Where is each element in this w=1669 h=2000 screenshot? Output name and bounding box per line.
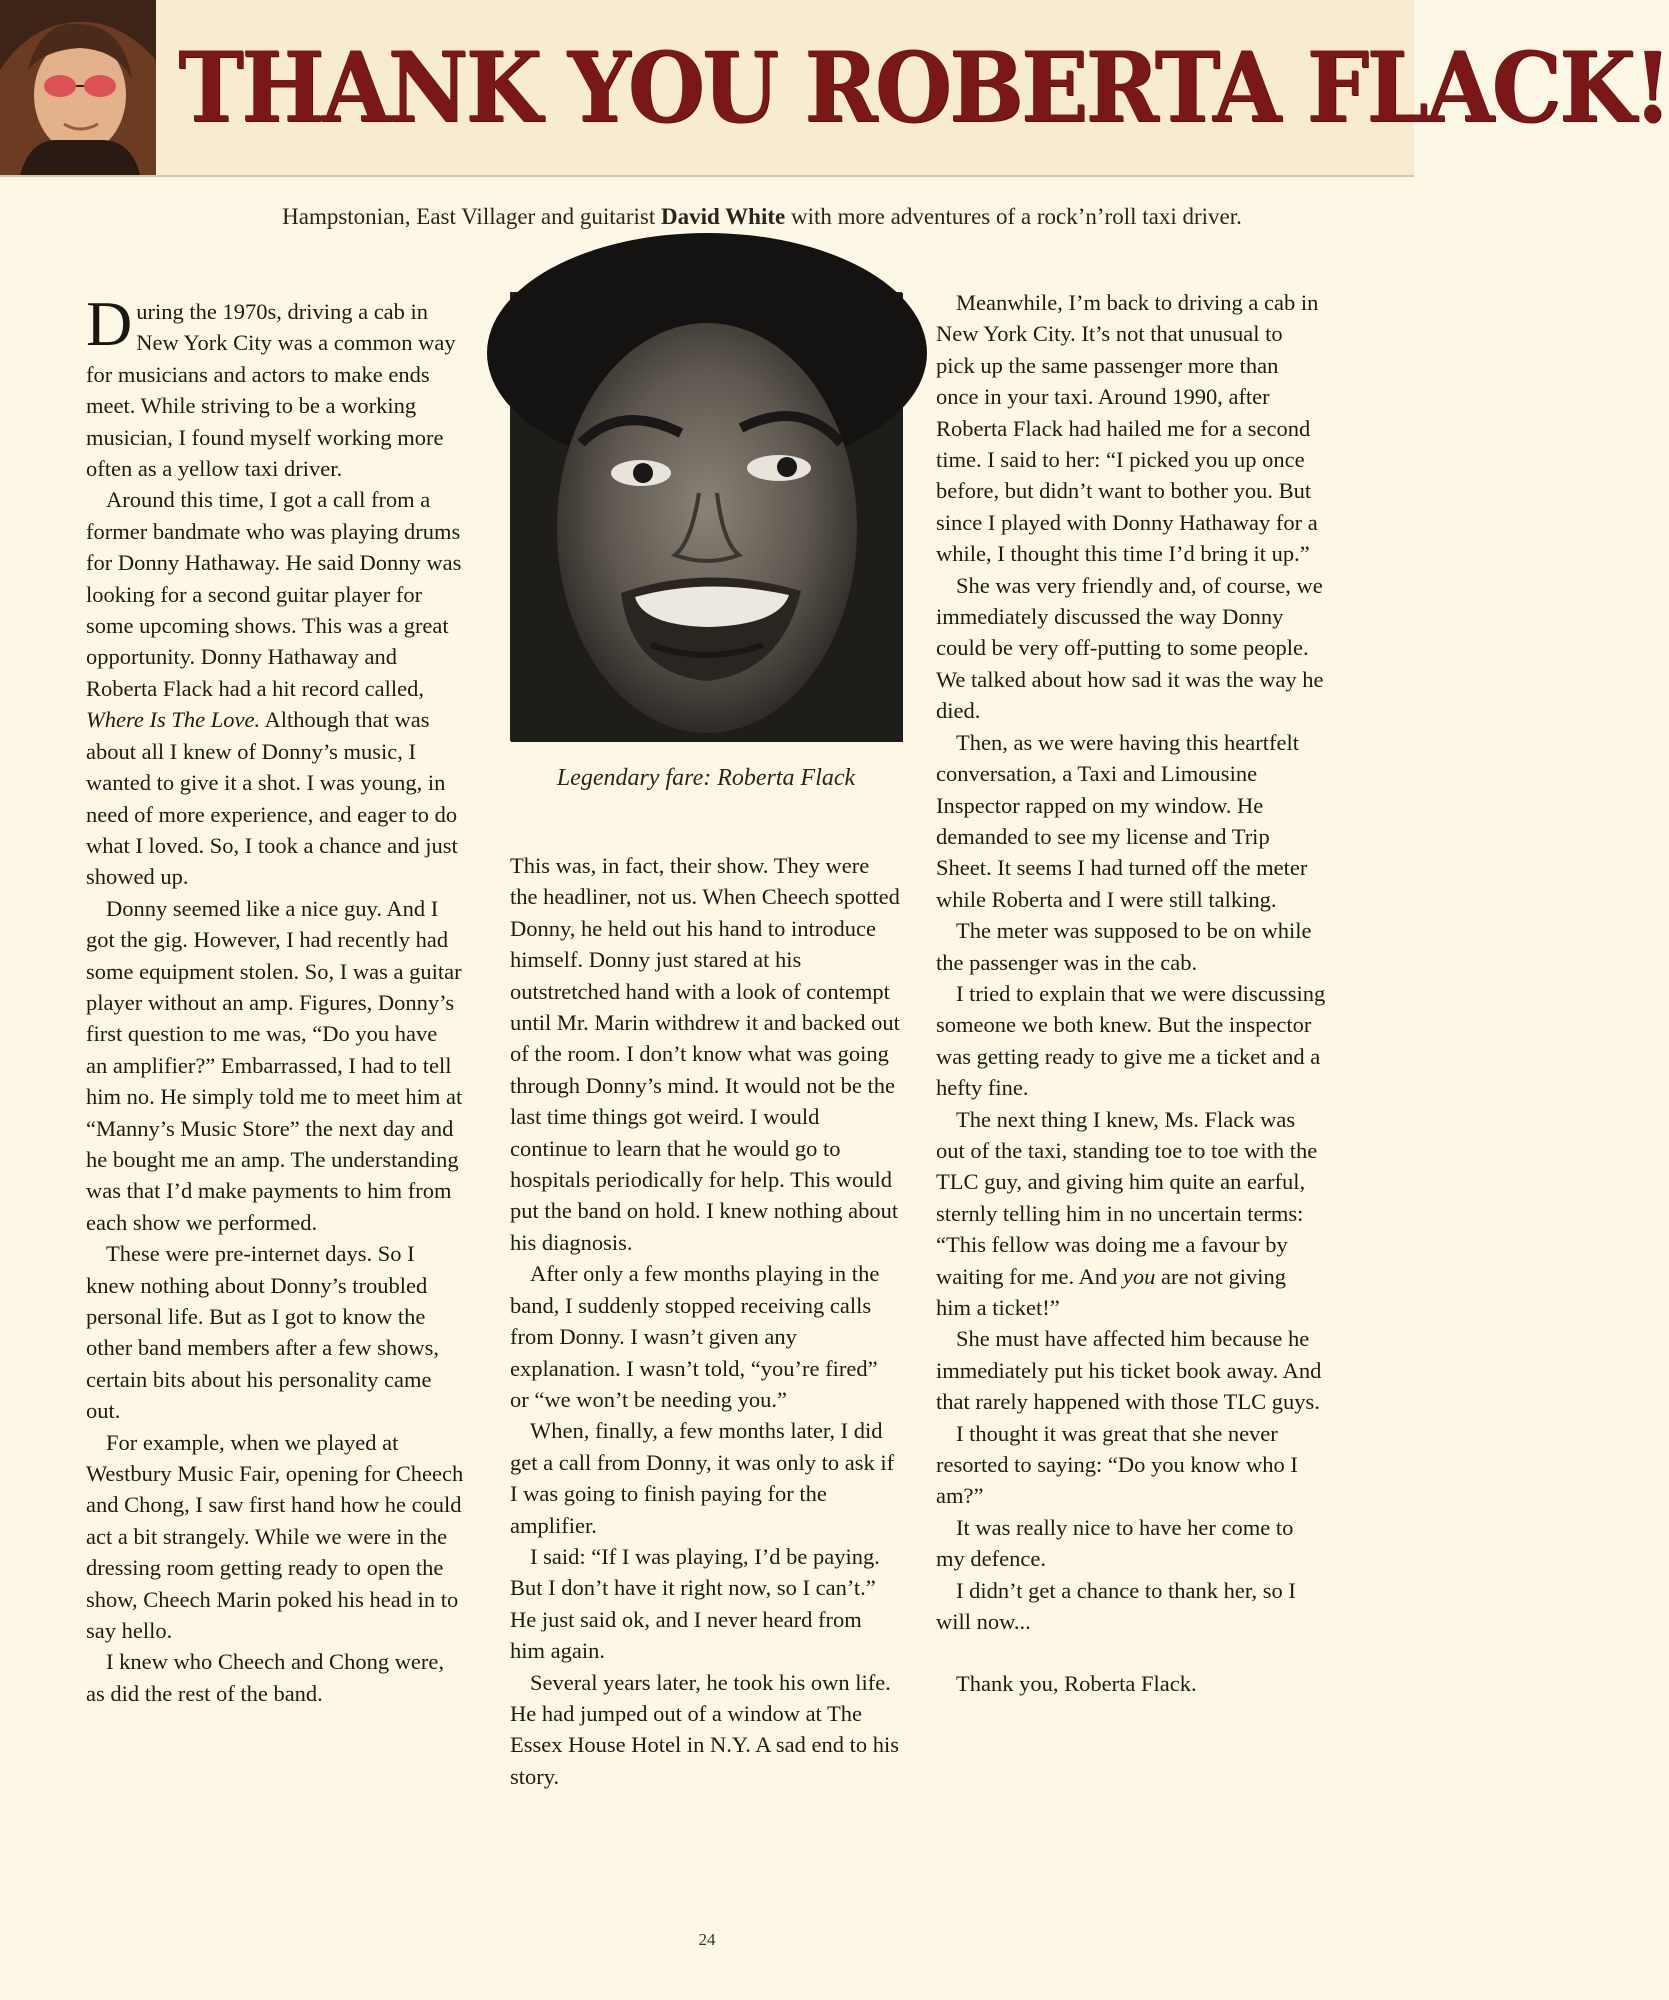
article-paragraph: She must have affected him because he immediately put his ticket book away. And that rarely happened with those TLC guys. [936,1326,1322,1415]
article-paragraph: For example, when we played at Westbury Music Fair, opening for Cheech and Chong, I saw first hand how he could act a bit strangely. While we were in the dressing room getting ready to open the show, Cheech Marin poked his head in to say hello. [86,1429,464,1644]
page-title: THANK YOU ROBERTA FLACK! [178,31,1669,144]
song-title: Where Is The Love. [86,707,261,733]
article-paragraph: Donny seemed like a nice guy. And I got the gig. However, I had recently had some equipment stolen. So, I was a guitar player without an amp. Figures, Donny’s first question to me was, “Do you have an amplifier?” Embarrassed, I had to tell him no. He simply told me to meet him at “Manny’s Music Store” the next day and he bought me an amp. The understanding was that I’d make payments to him from each show we performed. [86,895,463,1235]
header-band [0,0,1669,177]
article-paragraph: These were pre-internet days. So I knew nothing about Donny’s troubled personal life. But as I got to know the other band members after a few shows, certain bits about his personality came out. [86,1241,440,1424]
article-paragraph: Around this time, I got a call from a former bandmate who was playing drums for Donny Hathaway. He said Donny was looking for a second guitar player for some upcoming shows. This was a great opportunity. Donny Hathaway and Roberta Flack had a hit record called, Where Is The Love. Although that was about all I knew of Donny’s music, I wanted to give it a shot. I was young, in need of more experience, and eager to do what I loved. So, I took a chance and just showed up. [86,487,462,890]
article-column-2 [510,850,900,1792]
emphasis: you [1122,1263,1156,1289]
article-paragraph: When, finally, a few months later, I did get a call from Donny, it was only to ask if I was going to finish paying for the amplifier. [510,1418,895,1538]
article-paragraph: I said: “If I was playing, I’d be paying. But I don’t have it right now, so I can’t.” He just said ok, and I never heard from him again. [510,1543,880,1664]
photo-caption: Legendary fare: Roberta Flack [556,765,856,791]
author-portrait [0,0,156,175]
standfirst-tail: with more adventures of a rock’n’roll taxi driver. [790,204,1242,229]
article-paragraph: The meter was supposed to be on while the passenger was in the cab. [936,918,1312,975]
article-paragraph: The next thing I knew, Ms. Flack was out of the taxi, standing toe to toe with the TLC guy, and giving him quite an earful, sternly telling him in no uncertain terms: “This fellow was doing me a favour by waiting for me. And you are not giving him a ticket!” [936,1106,1318,1320]
article-paragraph: During the 1970s, driving a cab in New York City was a common way for musicians and actors to make ends meet. While striving to be a working musician, I found myself working more often as a yellow taxi driver. [86,288,456,482]
standfirst [0,200,1414,234]
article-paragraph: Then, as we were having this heartfelt conversation, a Taxi and Limousine Inspector rapped on my window. He demanded to see my license and Trip Sheet. It seems I had turned off the meter while Roberta and I were still talking. [936,729,1308,912]
article-paragraph: I thought it was great that she never resorted to saying: “Do you know who I am?” [936,1420,1298,1509]
article-paragraph: Meanwhile, I’m back to driving a cab in New York City. It’s not that unusual to pick up the same passenger more than once in your taxi. Around 1990, after Roberta Flack had hailed me for a second time. I said to her: “I picked you up once before, but didn’t want to bother you. But since I played with Donny Hathaway for a while, I thought this time I’d bring it up.” [936,290,1319,567]
article-column-1 [86,288,464,1709]
article-paragraph: This was, in fact, their show. They were the headliner, not us. When Cheech spotted Donny, he held out his hand to introduce himself. Donny just stared at his outstretched hand with a look of contempt until Mr. Marin withdrew it and backed out of the room. I don’t know what was going through Donny’s mind. It would not be the last time things got weird. I would continue to learn that he would go to hospitals periodically for help. This would put the band on hold. I knew nothing about his diagnosis. [510,853,900,1255]
article-paragraph: She was very friendly and, of course, we immediately discussed the way Donny could be very off-putting to some people. We talked about how sad it was the way he died. [936,572,1324,724]
article-paragraph: It was really nice to have her come to my defence. [936,1514,1294,1572]
article-paragraph: Several years later, he took his own life. He had jumped out of a window at The Essex House Hotel in N.Y. A sad end to his story. [510,1669,899,1789]
article-paragraph: I knew who Cheech and Chong were, as did the rest of the band. [86,1649,445,1706]
roberta-flack-photo [510,292,902,741]
article-column-3 [936,287,1326,1700]
author-name: David White [661,204,786,229]
article-paragraph: I didn’t get a chance to thank her, so I will now... [936,1577,1296,1635]
drop-cap: D [86,288,133,359]
article-paragraph: After only a few months playing in the band, I suddenly stopped receiving calls from Donny. I wasn’t given any explanation. I wasn’t told, “you’re fired” or “we won’t be needing you.” [510,1261,880,1412]
page-number: 24 [698,1930,716,1949]
standfirst-lead: Hampstonian, East Villager and guitarist [282,204,656,229]
sign-off: Thank you, Roberta Flack. [956,1671,1197,1697]
article-paragraph: I tried to explain that we were discussing someone we both knew. But the inspector was getting ready to give me a ticket and a hefty fine. [936,980,1326,1101]
